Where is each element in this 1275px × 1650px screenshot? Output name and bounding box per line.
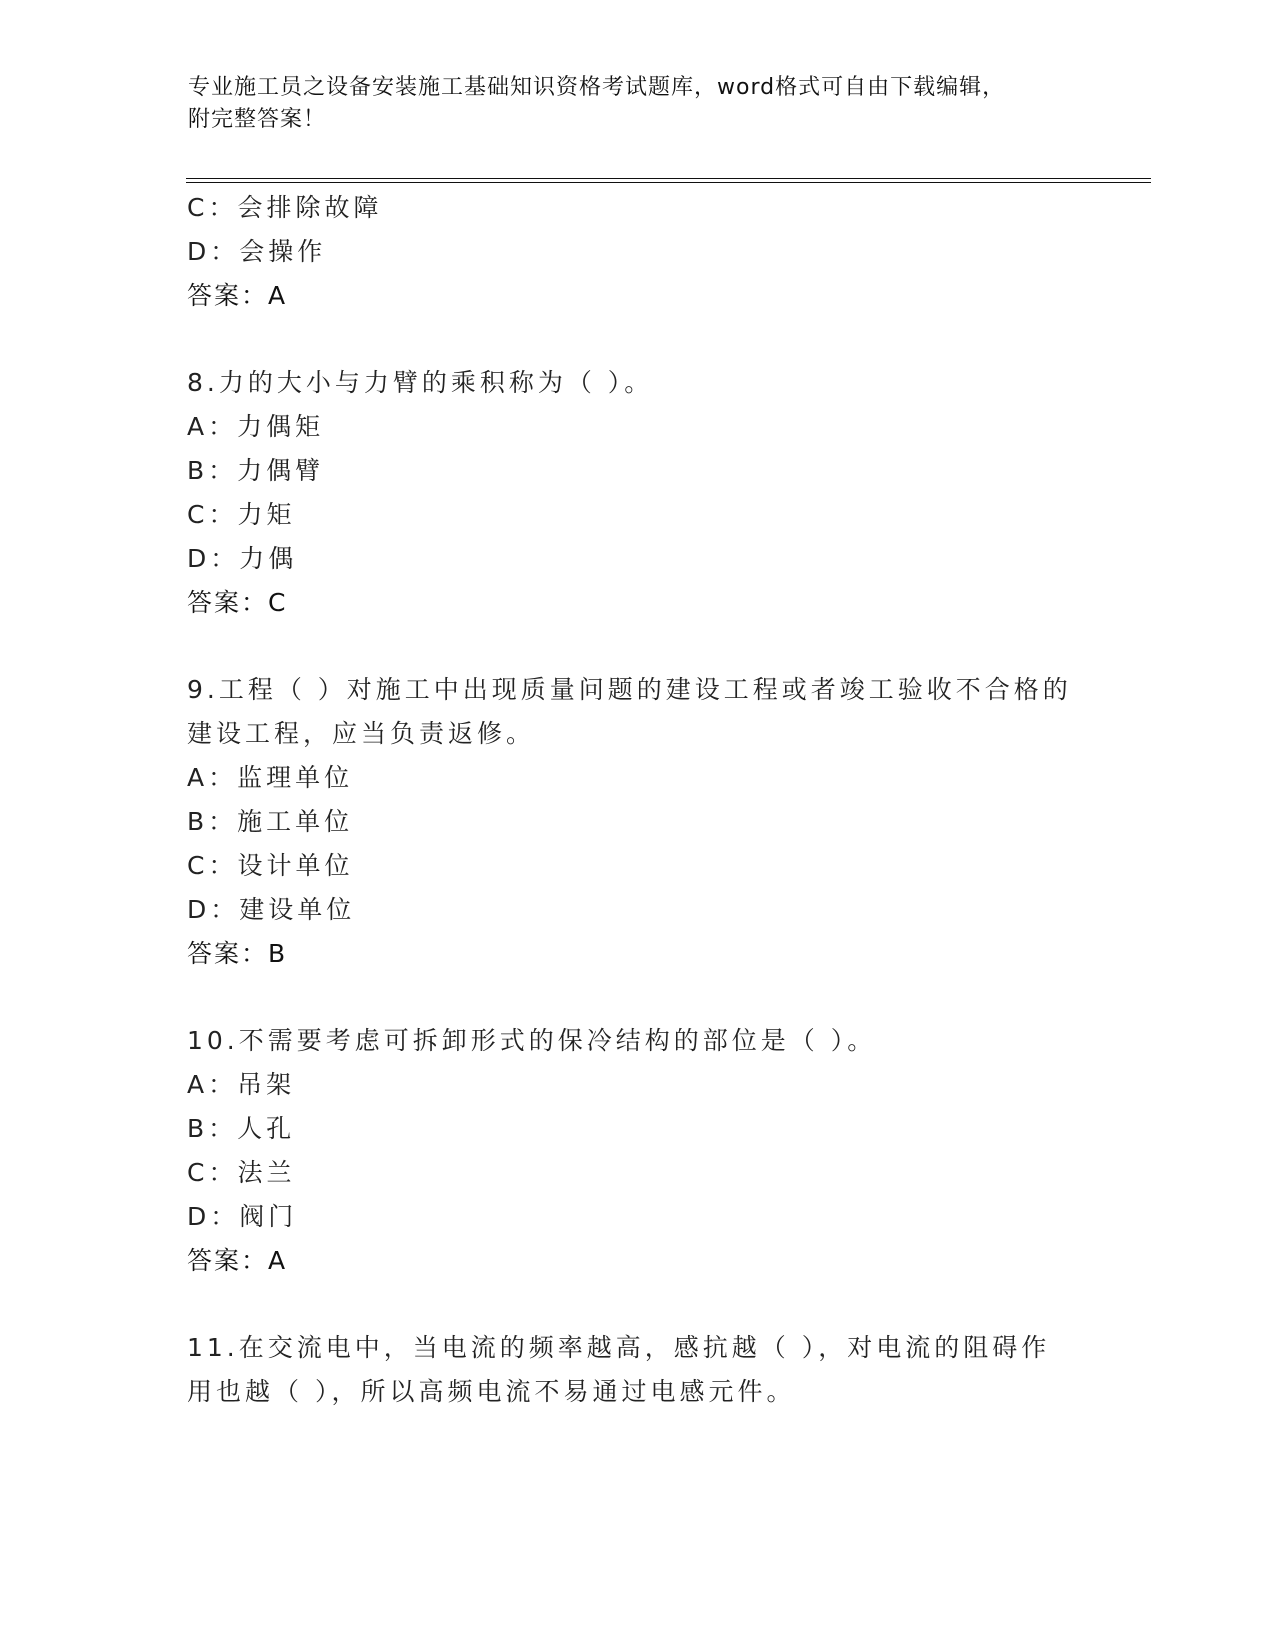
q9-option-a: A：监理单位 <box>187 763 354 792</box>
q10-option-d: D：阀门 <box>187 1202 298 1231</box>
q8-answer: 答案：C <box>187 588 288 617</box>
header-line-2: 附完整答案！ <box>188 107 327 132</box>
q8-option-a: A：力偶矩 <box>187 412 325 441</box>
q8-option-d: D：力偶 <box>187 544 298 573</box>
q9-option-d: D：建设单位 <box>187 895 356 924</box>
header-line-1: 专业施工员之设备安装施工基础知识资格考试题库，word格式可自由下载编辑， <box>188 75 1006 100</box>
question-8: 8.力的大小与力臂的乘积称为（ ）。 <box>187 368 654 397</box>
header-divider-top <box>186 178 1151 179</box>
option-c: C：会排除故障 <box>187 193 383 222</box>
q9-option-c: C：设计单位 <box>187 851 354 880</box>
header-divider-bottom <box>186 182 1151 183</box>
q10-option-b: B：人孔 <box>187 1114 296 1143</box>
question-9-line-1: 9.工程（ ）对施工中出现质量问题的建设工程或者竣工验收不合格的 <box>187 675 1072 704</box>
q8-option-b: B：力偶臂 <box>187 456 325 485</box>
option-d: D：会操作 <box>187 237 327 266</box>
page-header <box>188 72 1088 136</box>
question-11-line-2: 用也越（ ），所以高频电流不易通过电感元件。 <box>187 1377 796 1406</box>
q10-option-c: C：法兰 <box>187 1158 296 1187</box>
answer: 答案：A <box>187 281 288 310</box>
question-10: 10.不需要考虑可拆卸形式的保冷结构的部位是（ ）。 <box>187 1026 877 1055</box>
question-11-line-1: 11.在交流电中，当电流的频率越高，感抗越（ ），对电流的阻碍作 <box>187 1333 1051 1362</box>
question-9-line-2: 建设工程，应当负责返修。 <box>187 719 536 748</box>
q10-answer: 答案：A <box>187 1246 288 1275</box>
q9-option-b: B：施工单位 <box>187 807 354 836</box>
q9-answer: 答案：B <box>187 939 288 968</box>
q10-option-a: A：吊架 <box>187 1070 296 1099</box>
q8-option-c: C：力矩 <box>187 500 296 529</box>
